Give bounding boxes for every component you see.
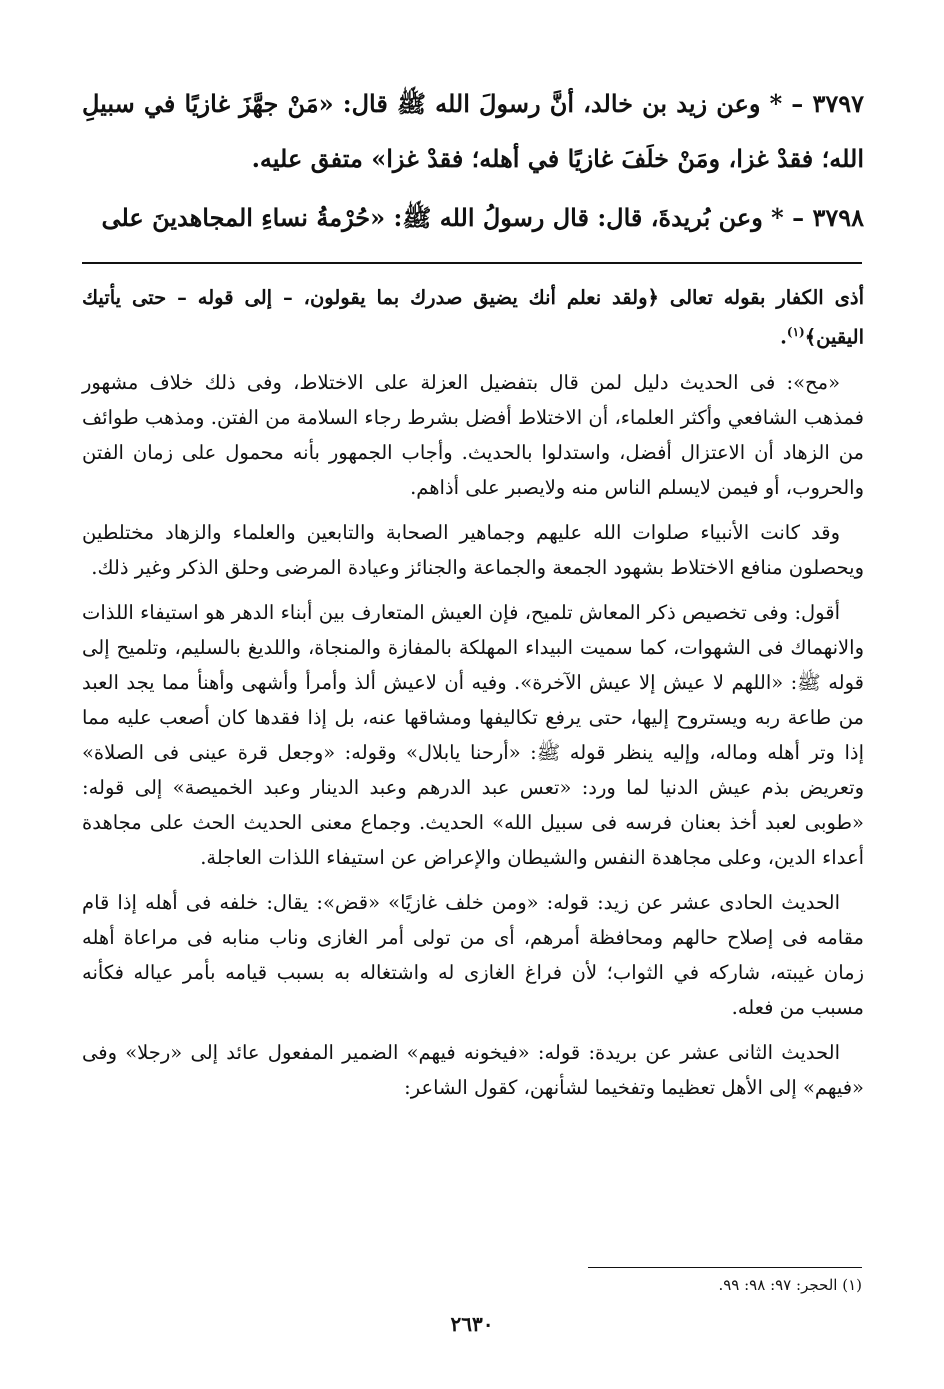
footnote-divider [588, 1267, 862, 1268]
hadith-number: ٣٧٩٨ – [792, 203, 864, 232]
hadith-3797 [82, 76, 864, 186]
footnote-ref: (١) [786, 325, 805, 339]
page-number: ٢٦٣٠ [450, 1312, 494, 1336]
commentary-paragraph: «مح»: فى الحديث دليل لمن قال بتفضيل العزلة على الاختلاط، وفى ذلك خلاف مشهور فمذهب الشافعي وأكثر العلماء، أن الاختلاط أفضل بشرط رجاء السلامة من الفتن. ومذهب طوائف من الزهاد أن الاعتزال أفضل، واستدلوا بالحديث. وأجاب الجمهور بأنه محمول على زمان الفتن والحروب، أو فيمن لايسلم الناس منه ولايصبر على أذاهم. [82, 370, 864, 499]
commentary-paragraph: وقد كانت الأنبياء صلوات الله عليهم وجماهير الصحابة والتابعين والعلماء والزهاد مختلطين ويحصلون منافع الاختلاط بشهود الجمعة والجماعة والجنائز وعيادة المرضى وحلق الذكر وغير ذلك. [82, 520, 864, 579]
commentary-paragraph: الحديث الحادى عشر عن زيد: قوله: «ومن خلف غازيًا» «قض»: يقال: خلفه فى أهله إذا قام مقامه فى إصلاح حالهم ومحافظة أمرهم، أى من تولى أمر الغازى وناب منابه فى مراعاة أهله زمان غيبته، شاركه في الثواب؛ لأن فراغ الغازى له واشتغاله به بسبب قيامه بأمر عياله فكأنه مسبب من فعله. [82, 890, 864, 1019]
hadith-3798 [82, 190, 864, 245]
commentary-paragraph: أذى الكفار بقوله تعالى ﴿ولقد نعلم أنك يضيق صدرك بما يقولون، – إلى قوله – حتى يأتيك اليقين﴾$^{(١)}$. [82, 286, 864, 349]
commentary-paragraph: أقول: وفى تخصيص ذكر المعاش تلميح، فإن العيش المتعارف بين أبناء الدهر هو استيفاء اللذات والانهماك فى الشهوات، كما سميت البيداء المهلكة بالمفازة والمنجاة، واللديغ بالسليم، وتلميح إلى قوله ﷺ: «اللهم لا عيش إلا عيش الآخرة». وفيه أن لاعيش ألذ وأمرأ وأشهى وأهنأ مما يجد العبد من طاعة ربه ويستروح إليها، حتى يرفع تكاليفها ومشاقها عنه، بل إذا فقدها كان أصعب عليه مما إذا وتر أهله وماله، وإليه ينظر قوله ﷺ: «أرحنا يابلال» وقوله: «وجعل قرة عينى فى الصلاة» وتعريض بذم عيش الدنيا لما ورد: «تعس عبد الدرهم وعبد الدينار وعبد الخميصة» إلى قوله: «طوبى لعبد أخذ بعنان فرسه فى سبيل الله» الحديث. وجماع معنى الحديث الحث على مجاهدة أعداء الدين، وعلى مجاهدة النفس والشيطان والإعراض عن استيفاء اللذات العاجلة. [82, 600, 864, 869]
hadith-text: * وعن زيد بن خالد، أنَّ رسولَ الله ﷺ قال: «مَنْ جهَّزَ غازيًا في سبيلِ الله؛ فقدْ غزا، ومَنْ خلَفَ غازيًا في أهله؛ فقدْ غزا» متفق عليه. [82, 89, 864, 173]
commentary [82, 280, 864, 1115]
footnote: (١) الحجر: ٩٧: ٩٨: ٩٩. [718, 1276, 862, 1294]
section-divider [82, 262, 862, 264]
hadith-number: ٣٧٩٧ – [791, 89, 864, 118]
commentary-paragraph: الحديث الثانى عشر عن بريدة: قوله: «فيخونه فيهم» الضمير المفعول عائد إلى «رجلا» وفى «فيهم» إلى الأهل تعظيما وتفخيما لشأنهن، كقول الشاعر: [82, 1040, 864, 1099]
hadith-text: * وعن بُريدةَ، قال: قال رسولُ الله ﷺ: «حُرْمةُ نساءِ المجاهدينَ على [101, 203, 784, 232]
